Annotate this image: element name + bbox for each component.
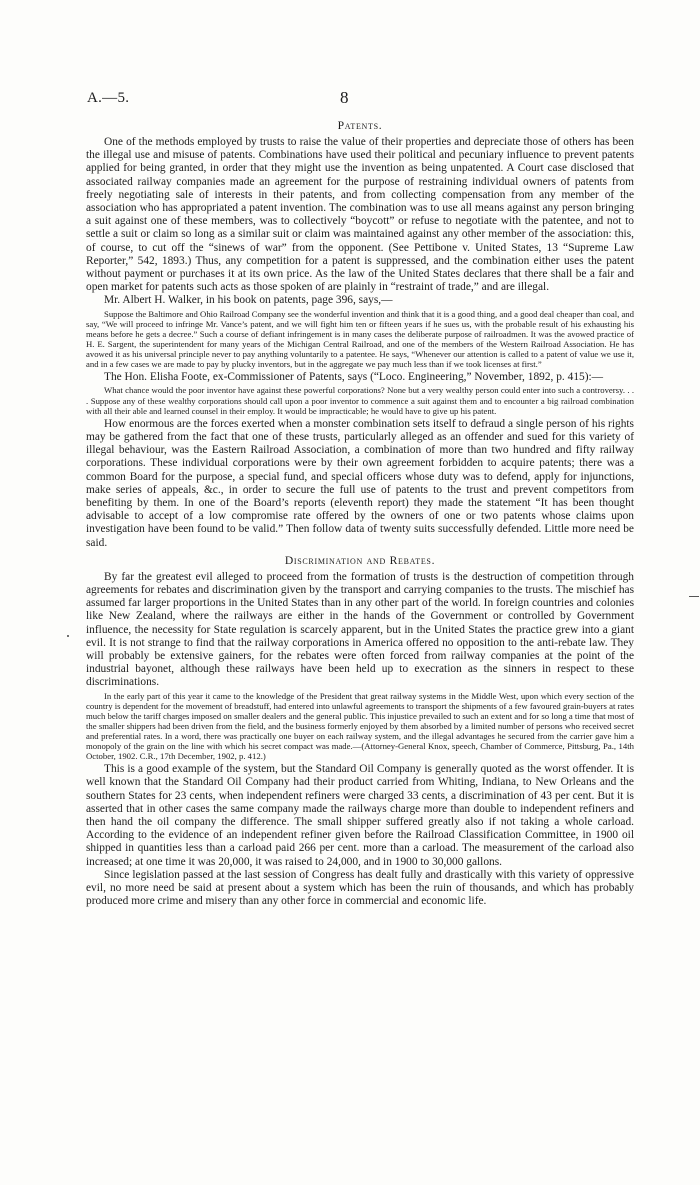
section-heading-discrimination: Discrimination and Rebates. [284,553,436,567]
paragraph: Mr. Albert H. Walker, in his book on patents, page 396, says,— [104,294,393,307]
paragraph: The Hon. Elisha Foote, ex-Commissioner of Patents, says (“Loco. Engineering,” November, 1892, p. 415):— [104,371,604,384]
section-heading-patents: Patents. [337,119,383,132]
block-quote: In the early part of this year it came to the knowledge of the President that great railway systems in the Middle West, upon which every section of the country is dependent for the movement of breadstuff, had entered into unlawful agreements to transport the shipments of a few favoured grain-buyers at rates much below the tariff charges imposed on smaller dealers and the general public. This injustice prevailed to such an extent and for so long a time that most of the smaller shippers had been driven from the field, and the business formerly enjoyed by them absorbed by a limited number of persons who received secret and preferential rates. In a word, there was practically one buyer on each railway system, and the illegal advantages he secured from the carrier gave him a monopoly of the grain on the line with which his secret compact was made.—(Attorney-General Knox, speech, Chamber of Commerce, Pittsburg, Pa., 14th October, 1902. C.R., 17th December, 1902, p. 412.) [86,690,634,762]
paragraph: By far the greatest evil alleged to proceed from the formation of trusts is the destruction of competition through agreements for rebates and discrimination given by the transport and carrying companies to the trusts. The mischief has assumed far larger proportions in the United States than in any other part of the world. In foreign countries and colonies like New Zealand, where the railways are either in the hands of the Government or controlled by Government influence, the necessity for State regulation is scarcely apparent, but in the United States the practice grew into a giant evil. It is not strange to find that the railway corporations in America offered no opposition to the anti-rebate law. They will probably be extensive gainers, for the rebates were often forced from railway companies at the point of the industrial bayonet, although these railways have been held up to execration as the sinners in respect to these discriminations. [86,570,634,689]
paragraph: One of the methods employed by trusts to raise the value of their properties and depreciate those of others has been the illegal use and misuse of patents. Combinations have used their political and pecuniary influence to prevent patents applied for being granted, in order that they might use the invention as being unpatented. A Court case disclosed that associated railway companies made an agreement for the purpose of restraining individual owners of patents from freely negotiating sale of interests in their patents, and from collecting compensation from any member of the association who has appropriated a patent invention. The combination was to use all means against any person bringing a suit against one of these members, was to collectively “boycott” or refuse to negotiate with the patentee, and not to settle a suit or claim so long as a similar suit or claim was maintained against any other member of the association: this, of course, to cut off the “sinews of war” from the opponent. (See Pettibone v. United States, 13 “Supreme Law Reporter,” 542, 1893.) Thus, any competition for a patent is suppressed, and the combination either uses the patent without payment or purchases it at its own price. As the law of the United States declares that there shall be a fair and open market for patents such acts as those spoken of are plainly in “restraint of trade,” and are illegal. [86,136,634,294]
page-content [86,119,634,908]
paragraph: Since legislation passed at the last session of Congress has dealt fully and drastically with this variety of oppressive evil, no more need be said at present about a system which has been the ruin of thousands, and which has probably produced more crime and misery than any other force in commercial and economic life. [86,868,634,908]
section-reference: A.—5. [87,90,130,106]
paragraph: How enormous are the forces exerted when a monster combination sets itself to defraud a single person of his rights may be gathered from the fact that one of these trusts, particularly alleged as an offender and sued for this variety of illegal behaviour, was the Eastern Railroad Association, a combination of more than two hundred and fifty railway corporations. These individual corporations were by their own agreement forbidden to acquire patents; there was a common Board for the purpose, a special fund, and special officers whose duty was to defend, apply for injunctions, make series of appeals, &c., in order to secure the full use of patents to the trust and prevent competitors from benefiting by them. In one of the Board’s reports (eleventh report) they made the statement “It has been thought advisable to accept of a low compromise rate offered by the owners of one or two patents whose claims upon investigation have been found to be valid.” Then follow data of twenty suits successfully defended. Little more need be said. [86,417,634,549]
block-quote: What chance would the poor inventor have against these powerful corporations? None but a very wealthy person could enter into such a controversy. . . . Suppose any of these wealthy corporations should call upon a poor inventor to commence a suit against them and to encounter a big railroad combination with all their able and learned counsel in their employ. It would be impracticable; he would have to give up his patent. [86,385,634,416]
paragraph: This is a good example of the system, but the Standard Oil Company is generally quoted as the worst offender. It is well known that the Standard Oil Company had their product carried from Whiting, Indiana, to New Orleans and the southern States for 23 cents, when independent refiners were charged 33 cents, a discrimination of 43 per cent. But it is asserted that in other cases the same company made the railways charge more than double to independent refiners and then hand the oil company the difference. The small shipper suffered greatly also if not taking a whole carload. According to the evidence of an independent refiner given before the Railroad Classification Committee, in 1900 oil shipped in quantities less than a carload paid 266 per cent. more than a carload. The measurement of the carload also increased; at one time it was 20,000, it was raised to 24,000, and in 1900 to 30,000 gallons. [86,763,634,868]
margin-mark [689,596,699,597]
page-number: 8 [340,88,349,107]
margin-dot [67,635,69,637]
block-quote: Suppose the Baltimore and Ohio Railroad Company see the wonderful invention and think that it is a good thing, and a good deal cheaper than coal, and say, “We will proceed to infringe Mr. Vance’s patent, and we will fight him ten or fifteen years if he sues us, with the probable result of his exhausting his means before he gets a decree.” Such a course of defiant infringement is in many cases the deliberate purpose of railroadmen. It was the avowed practice of H. E. Sargent, the superintendent for many years of the Michigan Central Railroad, and one of the members of the Western Railroad Association. He has avowed it as his universal principle never to pay anything voluntarily to a patentee. He says, “Whenever our attention is called to a patent of value we use it, and in a few cases we are made to pay by plucky inventors, but in the aggregate we pay much less than if we took licenses at first.” [86,308,634,370]
